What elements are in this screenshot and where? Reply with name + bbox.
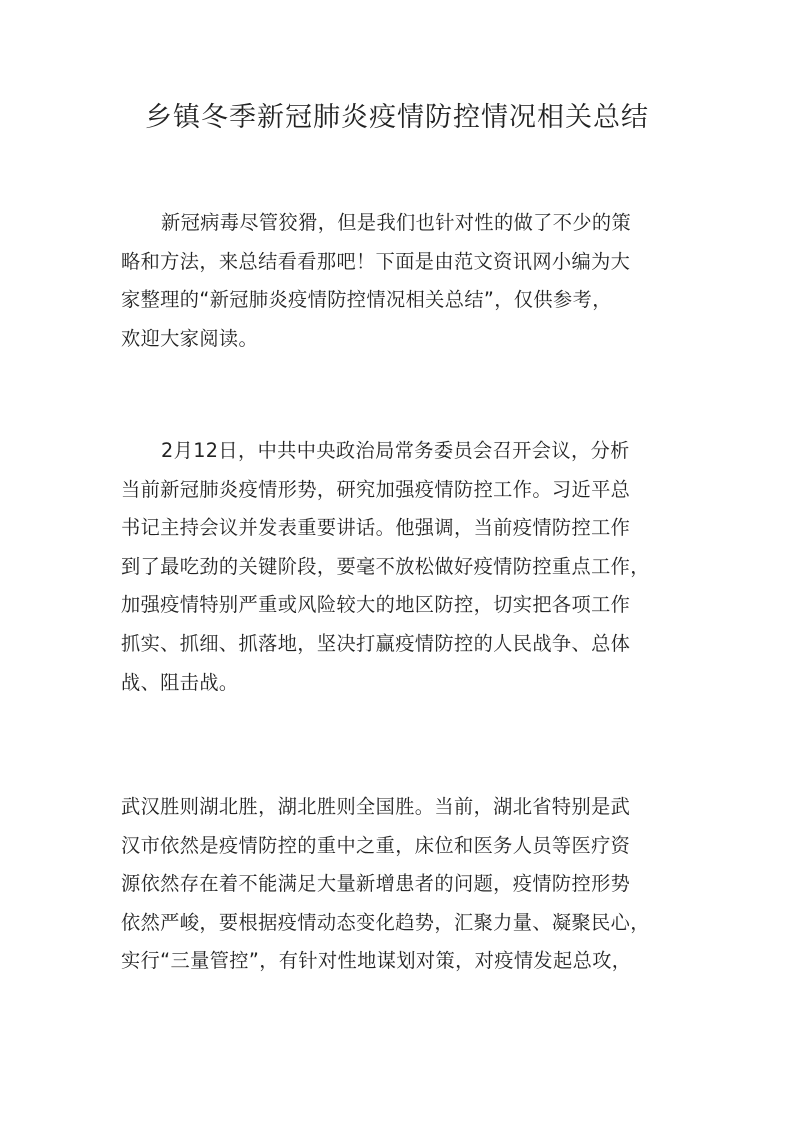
document-title: 乡镇冬季新冠肺炎疫情防控情况相关总结 [145,102,649,133]
paragraph-line: 实行“三量管控”，有针对性地谋划对策，对疫情发起总攻， [121,949,632,973]
paragraph-line: 战、阻击战。 [121,670,239,694]
paragraph-line: 书记主持会议并发表重要讲话。他强调，当前疫情防控工作 [121,516,631,540]
paragraph-line: 欢迎大家阅读。 [121,326,259,350]
paragraph-line: 略和方法，来总结看看那吧！下面是由范文资讯网小编为大 [121,249,631,273]
paragraph-line: 家整理的“新冠肺炎疫情防控情况相关总结”，仅供参考， [121,288,612,312]
paragraph-line: 抓实、抓细、抓落地，坚决打赢疫情防控的人民战争、总体 [121,631,631,655]
paragraph-line: 依然严峻，要根据疫情动态变化趋势，汇聚力量、凝聚民心， [121,910,650,934]
paragraph-line: 武汉胜则湖北胜，湖北胜则全国胜。当前，湖北省特别是武 [121,795,631,818]
paragraph-intro [121,204,681,358]
paragraph-line: 当前新冠肺炎疫情形势，研究加强疫情防控工作。习近平总 [121,477,631,501]
paragraph-meeting [121,432,681,702]
paragraph-line: 新冠病毒尽管狡猾，但是我们也针对性的做了不少的策 [161,211,632,234]
paragraph-line: 汉市依然是疫情防控的重中之重，床位和医务人员等医疗资 [121,833,631,857]
paragraph-line: 加强疫情特别严重或风险较大的地区防控，切实把各项工作 [121,593,631,617]
paragraph-wuhan [121,788,681,981]
paragraph-line: 源依然存在着不能满足大量新增患者的问题，疫情防控形势 [121,872,631,896]
paragraph-line: 2月12日，中共中央政治局常务委员会召开会议，分析 [161,439,630,462]
paragraph-line: 到了最吃劲的关键阶段，要毫不放松做好疫情防控重点工作， [121,554,650,578]
